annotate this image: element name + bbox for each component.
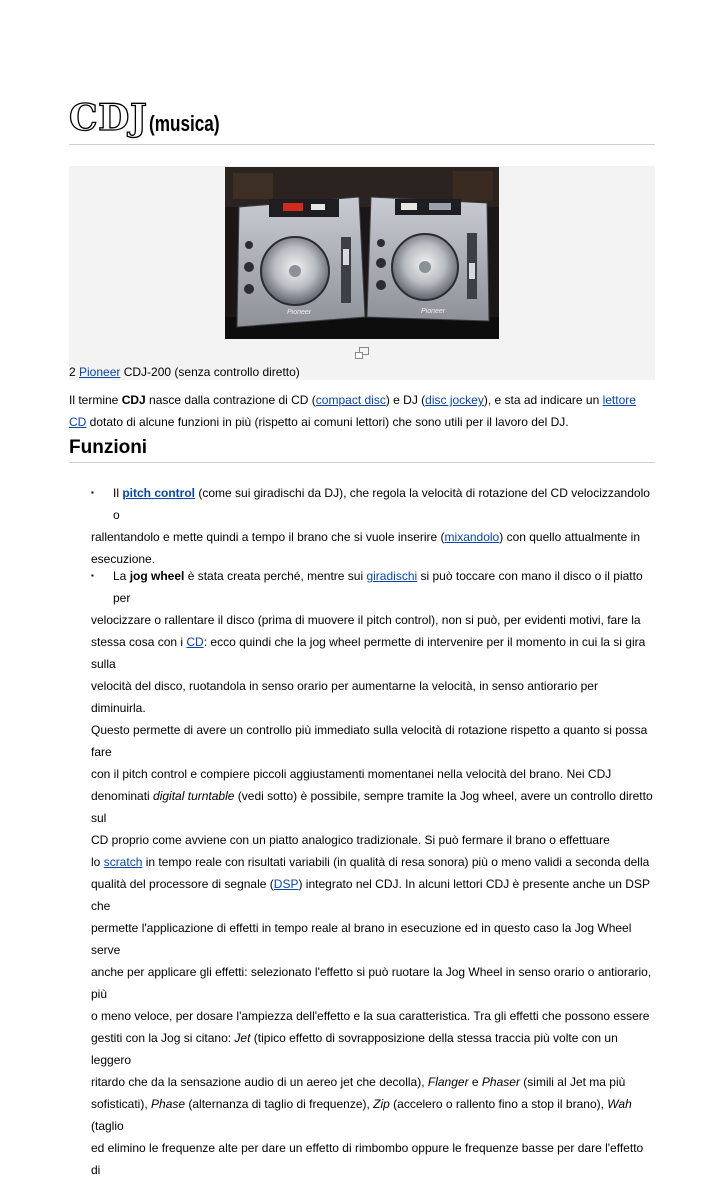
text-run: (tipico effetto di sovrapposizione della stessa traccia più volte con un leggero	[91, 1031, 618, 1067]
text-run: lo	[91, 855, 104, 869]
text-run: dotato di alcune funzioni in più (rispetto ai comuni lettori) che sono utili per il lavoro del DJ.	[86, 415, 569, 429]
inline-link[interactable]: compact disc	[315, 393, 386, 407]
inline-link[interactable]: scratch	[103, 855, 143, 869]
brand-right: Pioneer	[421, 308, 446, 315]
list-item-line	[69, 1071, 655, 1093]
text-run: o meno veloce, per dosare l'ampiezza dell'effetto e la sua caratteristica. Tra gli effetti che possono essere	[91, 1009, 650, 1023]
caption-link-pioneer[interactable]: Pioneer	[79, 365, 121, 379]
text-run: si può toccare con mano il disco o il piatto per	[113, 569, 643, 605]
inline-link[interactable]: disc jockey	[425, 393, 484, 407]
section-heading-funzioni: Funzioni	[69, 436, 655, 463]
text-run: ritardo che da la sensazione audio di un aereo jet che decolla),	[91, 1075, 428, 1089]
list-item-line	[69, 719, 655, 763]
list-item-line	[69, 917, 655, 961]
list-item-line	[69, 1137, 655, 1181]
text-run: Jet	[234, 1031, 251, 1045]
image-figure	[69, 166, 655, 380]
list-item-line	[69, 609, 655, 631]
title-main: CDJ	[69, 97, 148, 139]
brand-left: Pioneer	[287, 309, 312, 316]
text-run: anche per applicare gli effetti: selezionato l'effetto si può ruotare la Jog Wheel in senso orario o antiorario, più	[91, 965, 652, 1001]
page-title	[69, 96, 655, 145]
enlarge-icon[interactable]	[355, 347, 369, 359]
text-run: Wah	[607, 1097, 632, 1111]
list-item-line	[69, 482, 655, 526]
text-run: con il pitch control e compiere piccoli aggiustamenti momentanei nella velocità del brano. Nei CDJ	[91, 767, 612, 781]
list-item-text	[69, 565, 655, 1181]
text-run: sofisticati),	[91, 1097, 152, 1111]
text-run: (taglio	[91, 1119, 124, 1133]
list-item-line	[69, 763, 655, 785]
text-run: ) integrato nel CDJ. In alcuni lettori CDJ è presente anche un DSP che	[91, 877, 650, 913]
text-run: qualità del processore di segnale (	[91, 877, 274, 891]
text-run: esecuzione.	[91, 552, 156, 566]
text-run: velocità del disco, ruotandola in senso orario per aumentarne la velocità, in senso antiorario per diminuirla.	[91, 679, 598, 715]
text-run: gestiti con la Jog si citano:	[91, 1031, 235, 1045]
list-item-line	[69, 526, 655, 548]
text-run: La	[113, 569, 130, 583]
text-run: ), e sta ad indicare un	[483, 393, 603, 407]
text-run: : ecco quindi che la jog wheel permette di intervenire per il momento in cui la si gira sulla	[91, 635, 646, 671]
text-run: (come sui giradischi da DJ), che regola la velocità di rotazione del CD velocizzandolo o	[113, 486, 650, 522]
text-run: permette l'applicazione di effetti in tempo reale al brano in esecuzione ed in questo caso la Jog Wheel serve	[91, 921, 632, 957]
bullet-marker: ▪	[91, 488, 94, 497]
text-run: Phase	[151, 1097, 186, 1111]
intro-line	[69, 389, 655, 411]
text-run: ) e DJ (	[385, 393, 426, 407]
list-item	[69, 565, 655, 1181]
title-disambiguation: (musica)	[149, 111, 220, 136]
list-item-line	[69, 785, 655, 829]
list-item-line	[69, 1093, 655, 1137]
list-item-line	[69, 851, 655, 873]
text-run: Il	[113, 486, 123, 500]
text-run: e	[468, 1075, 482, 1089]
text-run: CD proprio come avviene con un piatto analogico tradizionale. Si può fermare il brano o effettuare	[91, 833, 610, 847]
text-run: (simili al Jet ma più	[519, 1075, 626, 1089]
text-run: digital turntable	[153, 789, 235, 803]
inline-link[interactable]: lettore	[602, 393, 636, 407]
text-run: (accelero o rallento fino a stop il brano),	[389, 1097, 608, 1111]
text-run: Flanger	[427, 1075, 469, 1089]
text-run: CDJ	[121, 393, 146, 407]
text-run: nasce dalla contrazione di CD (	[145, 393, 316, 407]
list-item-line	[69, 1027, 655, 1071]
text-run: Questo permette di avere un controllo più immediato sulla velocità di rotazione rispetto a quanto si possa fare	[91, 723, 648, 759]
inline-link[interactable]: mixandolo	[444, 530, 500, 544]
text-run: stessa cosa con i	[91, 635, 187, 649]
text-run: Phaser	[481, 1075, 520, 1089]
caption-text: CDJ-200 (senza controllo diretto)	[120, 365, 300, 379]
text-run: ed elimino le frequenze alte per dare un effetto di rimbombo oppure le frequenze basse per dare l'effetto di	[91, 1141, 644, 1177]
text-run: Il termine	[69, 393, 122, 407]
text-run: in tempo reale con risultati variabili (in qualità di resa sonora) più o meno validi a seconda della	[142, 855, 650, 869]
list-item-line	[69, 961, 655, 1005]
inline-link[interactable]: CD	[69, 415, 87, 429]
inline-link[interactable]: pitch control	[122, 486, 196, 500]
list-item-line	[69, 675, 655, 719]
list-item-line	[69, 565, 655, 609]
text-run: Zip	[373, 1097, 390, 1111]
list-item	[69, 482, 655, 570]
bullet-marker: ▪	[91, 571, 94, 580]
list-item-line	[69, 829, 655, 851]
intro-line	[69, 411, 655, 433]
inline-link[interactable]: CD	[186, 635, 204, 649]
list-item-text	[69, 482, 655, 570]
text-run: denominati	[91, 789, 154, 803]
text-run: è stata creata perché, mentre sui	[184, 569, 367, 583]
inline-link[interactable]: giradischi	[366, 569, 418, 583]
intro-paragraph	[69, 389, 655, 433]
text-run: ) con quello attualmente in	[499, 530, 640, 544]
cdj-photo[interactable]	[225, 167, 499, 339]
caption-prefix: 2	[69, 365, 80, 379]
text-run: jog wheel	[129, 569, 185, 583]
list-item-line	[69, 873, 655, 917]
text-run: (vedi sotto) è possibile, sempre tramite la Jog wheel, avere un controllo diretto sul	[91, 789, 653, 825]
text-run: (alternanza di taglio di frequenze),	[185, 1097, 374, 1111]
image-caption	[69, 364, 300, 380]
text-run: rallentandolo e mette quindi a tempo il brano che si vuole inserire (	[91, 530, 445, 544]
inline-link[interactable]: DSP	[273, 877, 299, 891]
text-run: velocizzare o rallentare il disco (prima di muovere il pitch control), non si può, per evidenti motivi, fare la	[91, 613, 641, 627]
list-item-line	[69, 631, 655, 675]
